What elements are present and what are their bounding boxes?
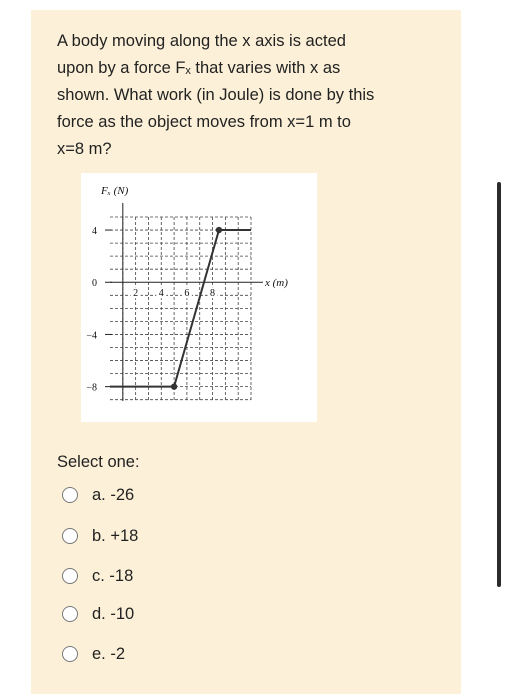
question-line: x=8 m?: [57, 140, 112, 158]
option-d[interactable]: [62, 601, 134, 627]
option-label: c. -18: [92, 566, 134, 585]
option-c[interactable]: [62, 563, 133, 589]
x-tick-label: 8: [210, 288, 216, 300]
y-tick-label: −4: [86, 330, 97, 342]
force-graph: [81, 173, 317, 422]
x-axis-label: x (m): [265, 277, 288, 290]
question-line: force as the object moves from x=1 m to: [57, 113, 351, 131]
radio-button[interactable]: [62, 528, 78, 544]
question-line: upon by a force Fₓ that varies with x as: [57, 59, 341, 77]
force-position-chart: [81, 173, 317, 422]
question-line: A body moving along the x axis is acted: [57, 32, 346, 50]
option-label: d. -10: [92, 604, 135, 623]
data-point: [171, 383, 177, 389]
option-label: b. +18: [92, 526, 139, 545]
y-tick-label: −8: [86, 382, 97, 394]
question-text: [57, 28, 442, 163]
data-point: [216, 227, 222, 233]
y-tick-label: 0: [92, 278, 97, 290]
option-label: a. -26: [92, 485, 135, 504]
radio-button[interactable]: [62, 606, 78, 622]
x-tick-label: 2: [133, 288, 139, 300]
question-line: shown. What work (in Joule) is done by this: [57, 86, 375, 104]
x-tick-label: 4: [158, 288, 164, 300]
select-one-label: Select one:: [57, 453, 140, 471]
option-a[interactable]: [62, 482, 134, 508]
option-e[interactable]: [62, 641, 125, 667]
option-b[interactable]: [62, 523, 138, 549]
radio-button[interactable]: [62, 487, 78, 503]
option-label: e. -2: [92, 644, 126, 663]
y-axis-label: Fₓ (N): [101, 185, 129, 197]
radio-button[interactable]: [62, 568, 78, 584]
x-tick-label: 6: [184, 288, 190, 300]
y-tick-label: 4: [92, 226, 97, 238]
radio-button[interactable]: [62, 646, 78, 662]
scrollbar[interactable]: [497, 182, 501, 587]
